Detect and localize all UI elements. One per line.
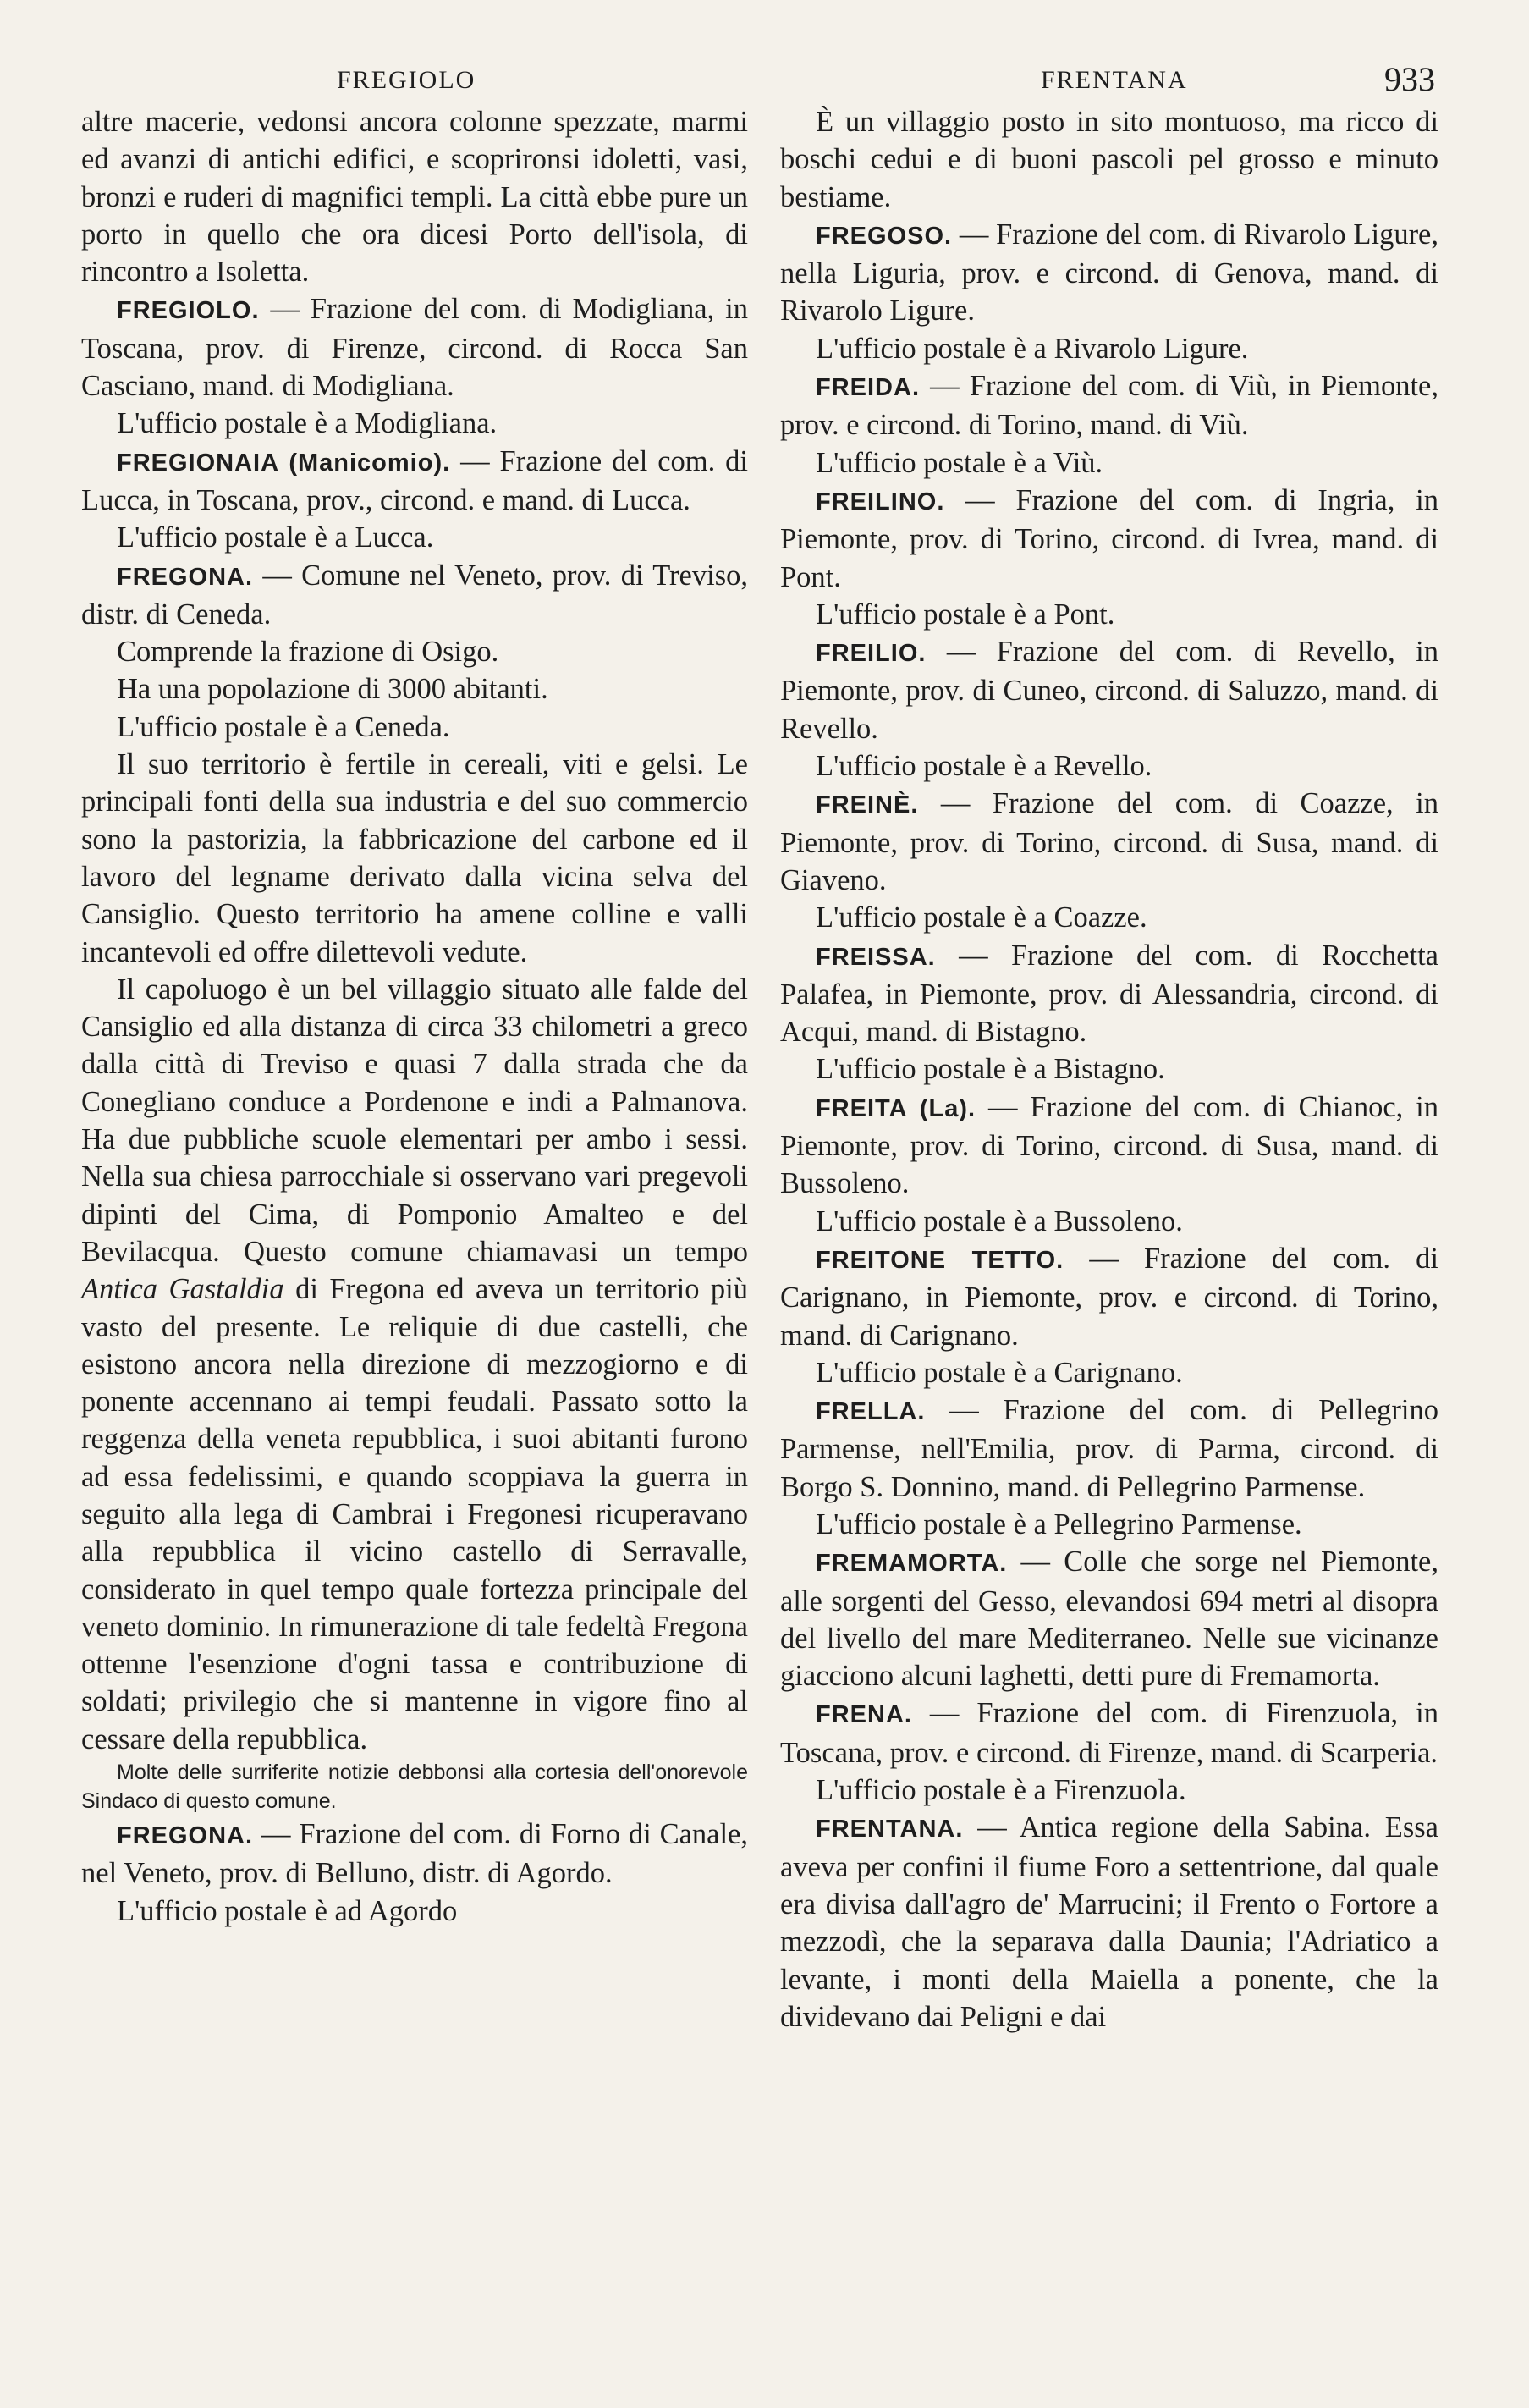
entry-freissa	[780, 937, 1438, 1051]
entry-freitone-tetto	[780, 1240, 1438, 1354]
continuation-paragraph: altre macerie, vedonsi ancora colonne spezzate, marmi ed avanzi di antichi edifici, e scoprironsi idoletti, vasi, bronzi e ruderi di magnifici templi. La città ebbe pure un porto in quello che ora dicesi Porto dell'isola, di rincontro a Isoletta.	[81, 106, 748, 289]
continuation-paragraph: È un villaggio posto in sito montuoso, ma ricco di boschi cedui e di buoni pascoli pel grosso e minuto bestiame.	[780, 106, 1438, 213]
entry-fregona-treviso	[81, 557, 748, 634]
headword: FREGIONAIA (Manicomio).	[117, 449, 451, 477]
entry-freine	[780, 785, 1438, 899]
entry-text: — Frazione del com. di Firenzuola, in Toscana, prov. e circond. di Firenze, mand. di Scarperia.	[780, 1697, 1438, 1769]
entry-fregoso	[780, 216, 1438, 330]
postal-line: L'ufficio postale è a Pellegrino Parmense.	[816, 1507, 1302, 1540]
postal-line: L'ufficio postale è a Bussoleno.	[816, 1204, 1183, 1237]
headword: FREISSA.	[816, 943, 936, 971]
postal-line: L'ufficio postale è a Lucca.	[117, 521, 434, 554]
entry-freita	[780, 1088, 1438, 1203]
headword: FREMAMORTA.	[816, 1550, 1008, 1578]
entry-fremamorta	[780, 1543, 1438, 1694]
entry-text: — Comune nel Veneto, prov. di Treviso, distr. di Ceneda.	[81, 559, 748, 631]
headword: FRENA.	[816, 1701, 912, 1729]
postal-line: L'ufficio postale è a Rivarolo Ligure.	[816, 332, 1249, 365]
entry-freilino	[780, 482, 1438, 596]
footnote: Molte delle surriferite notizie debbonsi alla cortesia dell'onorevole Sindaco di questo comune.	[81, 1761, 748, 1814]
postal-line: L'ufficio postale è a Firenzuola.	[816, 1774, 1186, 1807]
entry-text: — Frazione del com. di Lucca, in Toscana, prov., circond. e mand. di Lucca.	[81, 444, 748, 516]
headword: FRENTANA.	[816, 1816, 964, 1843]
entry-fregona-belluno	[81, 1816, 748, 1893]
headword: FREGIOLO.	[117, 297, 260, 325]
entry-text: di Fregona ed aveva un territorio più vasto del presente. Le reliquie di due castelli, che esistono ancora nella direzione di mezzogiorno e di ponente accennano ai tempi feudali. Passato sotto la reggenza della veneta repubblica, i suoi abitanti furono ad essa fedelissimi, e quando scoppiava la guerra in seguito alla lega di Cambrai i Fregonesi ricuperavano alla repubblica il vicino castello di Serravalle, considerato in quel tempo quale fortezza principale del veneto dominio. In rimunerazione di tale fedeltà Fregona ottenne l'esenzione d'ogni tassa e contribuzione di soldati; privilegio che si mantenne in vigore fino al cessare della repubblica.	[81, 1273, 748, 1755]
postal-line: L'ufficio postale è ad Agordo	[117, 1894, 458, 1927]
postal-line: L'ufficio postale è a Coazze.	[816, 901, 1147, 934]
entry-fregiolo	[81, 290, 748, 405]
postal-line: L'ufficio postale è a Ceneda.	[117, 710, 450, 743]
entry-text: — Frazione del com. di Revello, in Piemonte, prov. di Cuneo, circond. di Saluzzo, mand. di Revello.	[780, 636, 1438, 745]
postal-line: L'ufficio postale è a Viù.	[816, 446, 1103, 479]
entry-fregionaia	[81, 443, 748, 520]
entry-text: — Frazione del com. di Modigliana, in Toscana, prov. di Firenze, circond. di Rocca San Casciano, mand. di Modigliana.	[81, 293, 748, 403]
entry-freilio	[780, 633, 1438, 747]
postal-line: L'ufficio postale è a Bistagno.	[816, 1053, 1165, 1086]
headword: FREGOSO.	[816, 222, 953, 250]
entry-paragraph	[81, 971, 748, 1758]
entry-frena	[780, 1694, 1438, 1772]
entry-freida	[780, 367, 1438, 444]
entry-line: Comprende la frazione di Osigo.	[117, 636, 499, 669]
entry-text: — Frazione del com. di Rivarolo Ligure, nella Liguria, prov. e circond. di Genova, mand. di Rivarolo Ligure.	[780, 218, 1438, 328]
entry-text: Il capoluogo è un bel villaggio situato alle falde del Cansiglio ed alla distanza di circa 33 chilometri a greco dalla città di Treviso e quasi 7 dalla strada che da Conegliano conduce a Pordenone e indi a Palmanova. Ha due pubbliche scuole elementari per ambo i sessi. Nella sua chiesa parrocchiale si osservano vari pregevoli dipinti del Cima, di Pomponio Amalteo e del Bevilacqua. Questo comune chiamavasi un tempo	[81, 973, 748, 1268]
entry-frella	[780, 1391, 1438, 1506]
entry-line: Ha una popolazione di 3000 abitanti.	[117, 673, 548, 706]
entry-text: — Colle che sorge nel Piemonte, alle sorgenti del Gesso, elevandosi 694 metri al disopra del livello del mare Mediterraneo. Nelle sue vicinanze giacciono alcuni laghetti, detti pure di Fremamorta.	[780, 1546, 1438, 1693]
headword: FRELLA.	[816, 1398, 926, 1426]
running-head-right: FRENTANA	[1041, 66, 1188, 94]
headword: FREILIO.	[816, 640, 927, 668]
postal-line: L'ufficio postale è a Pont.	[816, 598, 1115, 631]
running-head-left: FREGIOLO	[337, 66, 476, 94]
entry-text: — Frazione del com. di Carignano, in Piemonte, prov. e circond. di Torino, mand. di Carignano.	[780, 1242, 1438, 1352]
headword: FREINÈ.	[816, 791, 919, 819]
italic-title: Antica Gastaldia	[81, 1273, 284, 1306]
left-column	[81, 103, 748, 1930]
entry-text: — Frazione del com. di Chianoc, in Piemonte, prov. di Torino, circond. di Susa, mand. di Bussoleno.	[780, 1090, 1439, 1200]
headword: FREGONA.	[117, 1822, 254, 1850]
entry-text: — Antica regione della Sabina. Essa aveva per confini il fiume Foro a settentrione, dal quale era divisa dall'agro de' Marrucini; il Frento o Fortore a mezzodì, che la separava dalla Daunia; l'Adriatico a levante, i monti della Maiella a ponente, che la dividevano dai Peligni e dai	[780, 1811, 1438, 2033]
entry-paragraph: Il suo territorio è fertile in cereali, viti e gelsi. Le principali fonti della sua industria e del suo commercio sono la pastorizia, la fabbricazione del carbone ed il lavoro del legname derivato dalla vicina selva del Cansiglio. Questo territorio ha amene colline e valli incantevoli ed offre dilettevoli vedute.	[81, 748, 748, 968]
postal-line: L'ufficio postale è a Revello.	[816, 750, 1152, 783]
entry-text: — Frazione del com. di Viù, in Piemonte, prov. e circond. di Torino, mand. di Viù.	[780, 370, 1438, 442]
headword: FREITONE TETTO.	[816, 1246, 1064, 1274]
postal-line: L'ufficio postale è a Modigliana.	[117, 407, 498, 440]
headword: FREILINO.	[816, 488, 945, 515]
headword: FREITA (La).	[816, 1094, 976, 1122]
headword: FREGONA.	[117, 563, 254, 591]
entry-text: — Frazione del com. di Pellegrino Parmense, nell'Emilia, prov. di Parma, circond. di Borgo S. Donnino, mand. di Pellegrino Parmense.	[780, 1394, 1438, 1503]
entry-text: — Frazione del com. di Forno di Canale, nel Veneto, prov. di Belluno, distr. di Agordo.	[81, 1818, 748, 1890]
page-number: 933	[1384, 60, 1435, 98]
entry-text: — Frazione del com. di Rocchetta Palafea, in Piemonte, prov. di Alessandria, circond. di Acqui, mand. di Bistagno.	[780, 939, 1438, 1049]
entry-text: — Frazione del com. di Coazze, in Piemonte, prov. di Torino, circond. di Susa, mand. di Giaveno.	[780, 787, 1438, 896]
entry-frentana	[780, 1809, 1438, 2036]
entry-text: — Frazione del com. di Ingria, in Piemonte, prov. di Torino, circond. di Ivrea, mand. di Pont.	[780, 483, 1438, 593]
headword: FREIDA.	[816, 374, 920, 402]
right-column	[780, 103, 1438, 2036]
postal-line: L'ufficio postale è a Carignano.	[816, 1356, 1183, 1389]
